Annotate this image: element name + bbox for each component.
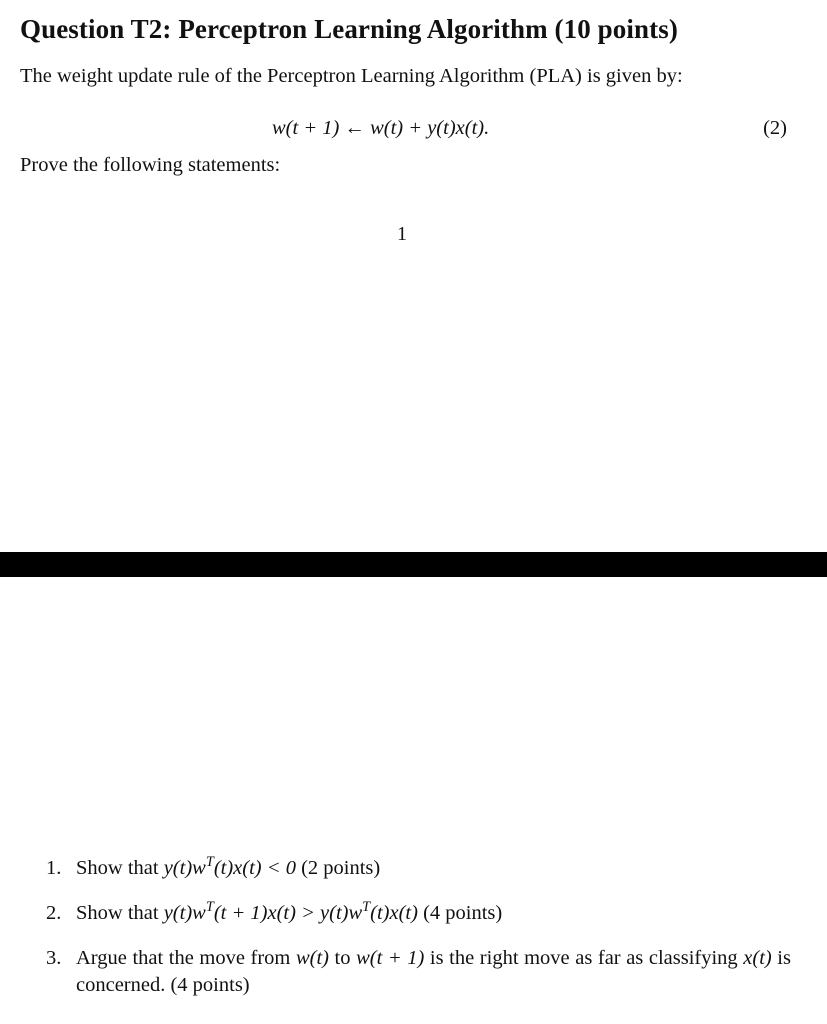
equation-number: (2) — [763, 117, 787, 139]
black-divider-bar — [0, 552, 827, 577]
math-expression: w(t) — [295, 947, 329, 969]
question-text: Show that — [76, 857, 164, 879]
prove-statement: Prove the following statements: — [20, 154, 281, 176]
math-superscript: T — [205, 854, 214, 871]
question-text: Argue that the move from — [76, 947, 296, 969]
math-expression: (t)x(t) < 0 — [213, 857, 296, 879]
update-rule-equation — [0, 117, 827, 145]
question-item — [46, 945, 791, 999]
math-expression: w(t + 1) — [356, 947, 425, 969]
question-number: 3. — [46, 947, 62, 969]
page-number: 1 — [397, 223, 407, 245]
question-text: is the right move as far as classifying — [424, 947, 744, 969]
math-expression: y(t)w — [163, 857, 206, 879]
math-superscript: T — [205, 899, 214, 916]
intro-paragraph: The weight update rule of the Perceptron Learning Algorithm (PLA) is given by: — [20, 65, 683, 87]
question-points: (2 points) — [295, 857, 381, 879]
question-text: Show that — [76, 902, 164, 924]
question-title: Question T2: Perceptron Learning Algorithm (10 points) — [20, 14, 678, 44]
question-number: 1. — [46, 857, 62, 879]
question-points: (4 points) — [417, 902, 503, 924]
math-expression: (t + 1)x(t) > y(t)w — [213, 902, 363, 924]
math-superscript: T — [362, 899, 371, 916]
question-text: to — [328, 947, 357, 969]
math-expression: y(t)w — [163, 902, 206, 924]
equation-body: w(t + 1) ← w(t) + y(t)x(t). — [272, 117, 490, 139]
question-text: is concerned. (4 points) — [76, 947, 791, 996]
question-item — [46, 900, 791, 927]
question-number: 2. — [46, 902, 62, 924]
math-expression: x(t) — [743, 947, 772, 969]
question-item — [46, 855, 791, 882]
math-expression: (t)x(t) — [370, 902, 418, 924]
questions-list — [46, 855, 791, 1017]
